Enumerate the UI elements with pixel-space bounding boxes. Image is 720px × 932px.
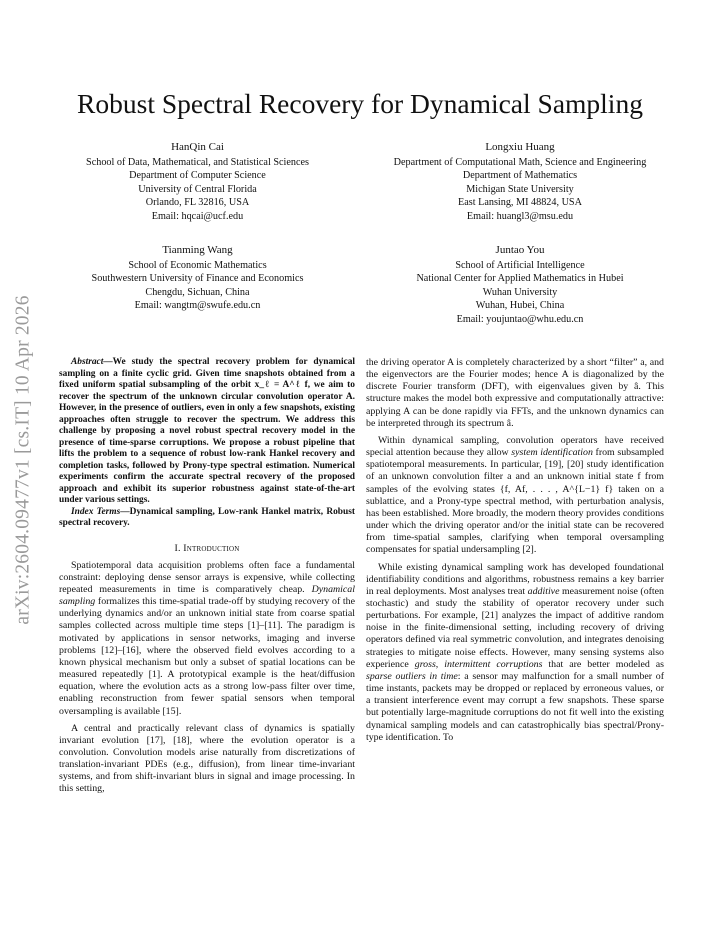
author-block <box>355 141 685 224</box>
abstract <box>59 357 355 507</box>
author-block <box>355 244 685 327</box>
paragraph-text: Spatiotemporal data acquisition problems often face a fundamental constraint: deploying dense sensor arrays is expensive, while collecting repeated measurements in time is comparatively cheap. <box>59 559 355 595</box>
left-column <box>59 357 355 801</box>
index-terms-label: Index Terms <box>71 506 121 517</box>
author-affiliation-line: School of Economic Mathematics <box>128 259 267 271</box>
paragraph-text: While existing dynamical sampling work has developed foundational identifiability conditions and algorithms, robustness remains a key barrier in real deployments. Most analyses treat <box>366 561 664 597</box>
author-block <box>55 141 340 224</box>
author-affiliation-line: National Center for Applied Mathematics in Hubei <box>416 273 624 285</box>
section-title: Introduction <box>183 542 240 554</box>
author-block <box>55 244 340 313</box>
paper-title: Robust Spectral Recovery for Dynamical Sampling <box>77 88 643 119</box>
abstract-label: Abstract <box>71 357 104 367</box>
author-name: Juntao You <box>495 244 545 256</box>
emphasis-text: additive <box>527 585 560 597</box>
abstract-text: —We study the spectral recovery problem for dynamical sampling on a finite cyclic grid. Given time snapshots obtained from a fixed uniform spatial subsampling of the orbit x_ℓ = A^ℓ f, we aim to recover the spectrum of the unknown circular convolution operator A. However, in the presence of outliers, even in only a few snapshots, existing approaches often struggle to recover the spectrum. We address this challenge by proposing a novel robust spectral recovery model in the presence of time-sparse corruptions. We propose a robust pipeline that lifts the problem to a sequence of robust low-rank Hankel recovery and completion tasks, followed by Prony-type spectral estimation. Numerical experiments confirm the accurate spectral recovery of the proposed approach and exhibit its superior robustness against state-of-the-art under various settings. <box>59 357 355 505</box>
paragraph-text: : a sensor may malfunction for a small number of time instants, packets may be dropped or replaced by erroneous values, or a transient interference event may corrupt a few snapshots. These sparse but potentially large-magnitude corruptions do not fit well into the existing dynamical sampling models and can catastrophically bias spectral/Prony-type identification. To <box>366 670 664 743</box>
index-terms-text: —Dynamical sampling, Low-rank Hankel matrix, Robust spectral recovery. <box>59 506 355 528</box>
left-body <box>59 560 355 796</box>
author-affiliation-line: School of Artificial Intelligence <box>455 259 585 271</box>
section-number: I. <box>174 542 181 554</box>
body-paragraph <box>59 723 355 796</box>
index-terms <box>59 507 355 530</box>
paragraph-text: measurement noise (often stochastic) and study the stability of operator recovery under such perturbations. For example, [21] analyzes the impact of additive random noise in the finite-dimensional setting, including recovery of driving operators defined via real symmetric convolution, and integrates denoising strategies to mitigate noise effects. However, many sensing systems also experience <box>366 585 664 670</box>
author-affiliation-line: Chengdu, Sichuan, China <box>145 286 250 298</box>
emphasis-text: system identification <box>511 447 593 459</box>
section-heading <box>59 543 355 555</box>
author-affiliation-line: Department of Computational Math, Science and Engineering <box>393 156 647 168</box>
paragraph-text: that are better modeled as <box>542 658 664 670</box>
paragraph-text: A central and practically relevant class of dynamics is spatially invariant evolution [17], [18], where the evolution operator is a convolution. Convolution models arise naturally from discretizations of translation-invariant PDEs (e.g., diffusion), from linear time-invariant systems, and from shift-invariant blurs in signal and image processing. In this setting, <box>59 722 355 795</box>
author-affiliation-line: Southwestern University of Finance and Economics <box>91 273 304 285</box>
right-column <box>366 357 664 749</box>
author-affiliation-line: Email: huangl3@msu.edu <box>466 210 574 222</box>
paragraph-text: the driving operator A is completely characterized by a short “filter” a, and the eigenvectors are the Fourier modes; hence A is diagonalized by the discrete Fourier transform (DFT), with eigenvalues given by â. This structure makes the model both expressive and computationally attractive: applying A can be done rapidly via FFTs, and the unknown dynamics can be interpreted through its spectrum â. <box>366 357 664 429</box>
author-affiliation-line: School of Data, Mathematical, and Statistical Sciences <box>86 156 309 168</box>
author-affiliation-line: Wuhan University <box>482 286 558 298</box>
author-name: Tianming Wang <box>162 244 233 256</box>
author-affiliation-line: East Lansing, MI 48824, USA <box>458 197 582 209</box>
body-paragraph <box>366 435 664 557</box>
author-name: HanQin Cai <box>171 141 224 153</box>
author-affiliation-line: University of Central Florida <box>138 183 257 195</box>
author-affiliation-line: Wuhan, Hubei, China <box>475 300 565 312</box>
body-paragraph <box>59 560 355 718</box>
emphasis-text: gross, intermittent corruptions <box>414 658 543 670</box>
paragraph-text: from subsampled spatiotemporal measurements. In particular, [19], [20] study identification of an unknown convolution filter a and an unknown initial state f from samples of the evolving states {f, Af, . . . , A^{L−1} f} taken on a sublattice, and a Prony-type spectral method, with perturbation analysis, has been established. More broadly, the modern theory provides conditions under which the driving operator and/or the initial state can be recovered from time-spatial samples, clarifying when temporal oversampling compensates for spatial undersampling [2]. <box>366 447 664 556</box>
body-paragraph <box>366 562 664 744</box>
right-body <box>366 357 664 744</box>
arxiv-identifier <box>4 260 44 660</box>
paragraph-text: Within dynamical sampling, convolution operators have received special attention because they allow <box>366 434 664 459</box>
author-affiliation-line: Department of Mathematics <box>462 170 578 182</box>
body-paragraph <box>366 357 664 430</box>
paragraph-text: formalizes this time-spatial trade-off by studying recovery of the underlying dynamics and/or an unknown initial state from coarse spatial samples collected across multiple time steps [1]–[11]. The paradigm is motivated by applications in sensor networks, imaging and inverse problems [12]–[16], where the observed field evolves according to a known physical mechanism but only a subset of spatial locations can be measured repeatedly [1]. A prototypical example is the heat/diffusion equation, where the evolution acts as a strong low-pass filter over time, enabling reconstruction from fewer spatial sensors when temporal oversampling is available [15]. <box>59 596 355 717</box>
arxiv-id-text: arXiv:2604.09477v1 [cs.IT] 10 Apr 2026 <box>13 295 34 625</box>
author-affiliation-line: Orlando, FL 32816, USA <box>145 197 250 209</box>
author-affiliation-line: Department of Computer Science <box>129 170 266 182</box>
author-affiliation-line: Email: hqcai@ucf.edu <box>151 210 244 222</box>
author-affiliation-line: Email: youjuntao@whu.edu.cn <box>456 313 584 325</box>
author-affiliation-line: Michigan State University <box>466 183 574 195</box>
author-name: Longxiu Huang <box>485 141 555 153</box>
emphasis-text: Dynamical sampling <box>59 583 355 608</box>
author-affiliation-line: Email: wangtm@swufe.edu.cn <box>134 300 261 312</box>
emphasis-text: sparse outliers in time <box>366 670 458 682</box>
